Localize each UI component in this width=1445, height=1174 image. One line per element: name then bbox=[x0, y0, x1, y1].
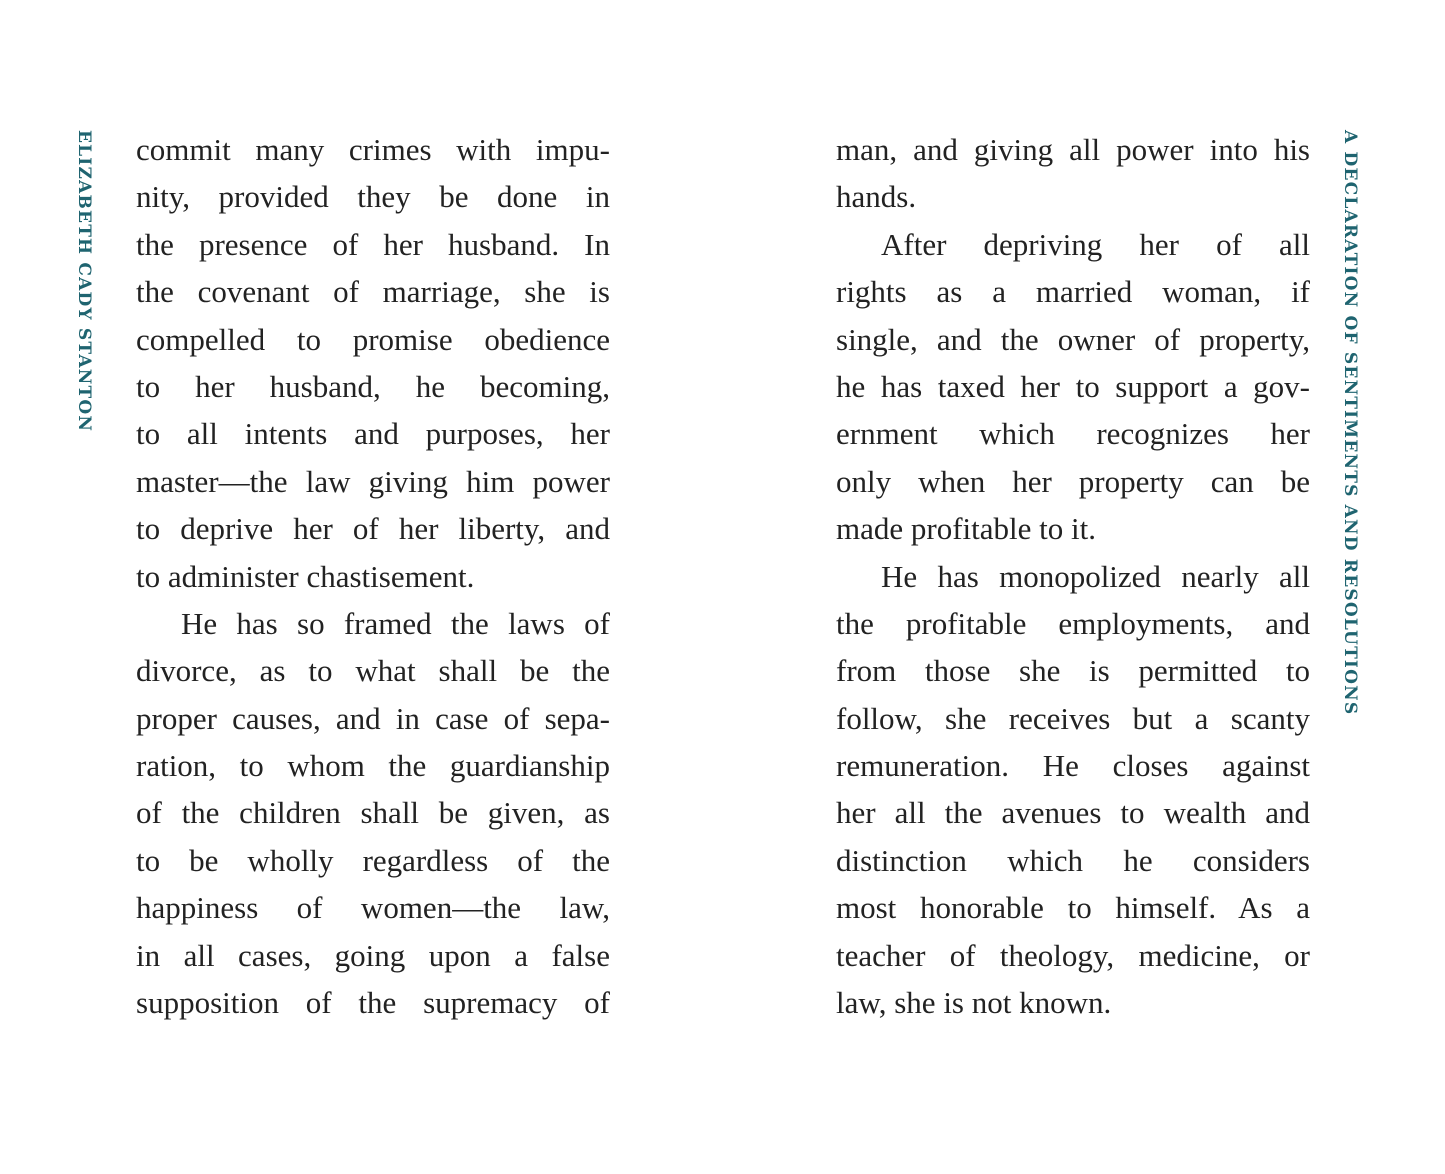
right-page-text bbox=[836, 126, 1310, 1026]
text-line: from those she is permitted to bbox=[836, 653, 1310, 689]
text-line: of the children shall be given, as bbox=[136, 795, 610, 831]
text-line: He has monopolized nearly all bbox=[881, 558, 1310, 594]
text-line: the covenant of marriage, she is bbox=[136, 274, 610, 310]
text-line: to her husband, he becoming, bbox=[136, 368, 610, 404]
left-page-text bbox=[136, 126, 610, 1026]
text-line: ernment which recognizes her bbox=[836, 416, 1310, 452]
text-line: divorce, as to what shall be the bbox=[136, 653, 610, 689]
text-line: rights as a married woman, if bbox=[836, 274, 1310, 310]
text-line: commit many crimes with impu- bbox=[136, 132, 610, 167]
text-line: single, and the owner of property, bbox=[836, 321, 1310, 357]
text-line: made profitable to it. bbox=[836, 511, 1096, 547]
text-line: nity, provided they be done in bbox=[136, 179, 610, 215]
left-running-head: ELIZABETH CADY STANTON bbox=[74, 130, 94, 433]
text-line: He has so framed the laws of bbox=[181, 605, 610, 641]
text-line: After depriving her of all bbox=[881, 226, 1310, 262]
text-line: to administer chastisement. bbox=[136, 558, 475, 594]
text-line: most honorable to himself. As a bbox=[836, 890, 1310, 926]
text-line: ration, to whom the guardianship bbox=[136, 748, 610, 784]
text-line: man, and giving all power into his bbox=[836, 132, 1310, 167]
text-line: distinction which he considers bbox=[836, 842, 1310, 878]
text-line: in all cases, going upon a false bbox=[136, 937, 610, 973]
text-line: to be wholly regardless of the bbox=[136, 842, 610, 878]
text-line: remuneration. He closes against bbox=[836, 748, 1310, 784]
text-line: compelled to promise obedience bbox=[136, 321, 610, 357]
text-line: follow, she receives but a scanty bbox=[836, 700, 1310, 736]
text-line: the profitable employments, and bbox=[836, 605, 1310, 641]
text-line: supposition of the supremacy of bbox=[136, 985, 610, 1021]
text-line: to deprive her of her liberty, and bbox=[136, 511, 610, 547]
text-line: happiness of women—the law, bbox=[136, 890, 610, 926]
text-line: he has taxed her to support a gov- bbox=[836, 368, 1310, 404]
text-line: the presence of her husband. In bbox=[136, 226, 610, 262]
text-line: hands. bbox=[836, 179, 917, 215]
text-line: her all the avenues to wealth and bbox=[836, 795, 1310, 831]
right-running-head: A DECLARATION OF SENTIMENTS AND RESOLUTIONS bbox=[1340, 130, 1360, 716]
text-line: to all intents and purposes, her bbox=[136, 416, 610, 452]
text-line: proper causes, and in case of sepa- bbox=[136, 700, 610, 736]
text-line: law, she is not known. bbox=[836, 985, 1112, 1021]
text-line: only when her property can be bbox=[836, 463, 1310, 499]
text-line: teacher of theology, medicine, or bbox=[836, 937, 1310, 973]
text-line: master—the law giving him power bbox=[136, 463, 610, 499]
